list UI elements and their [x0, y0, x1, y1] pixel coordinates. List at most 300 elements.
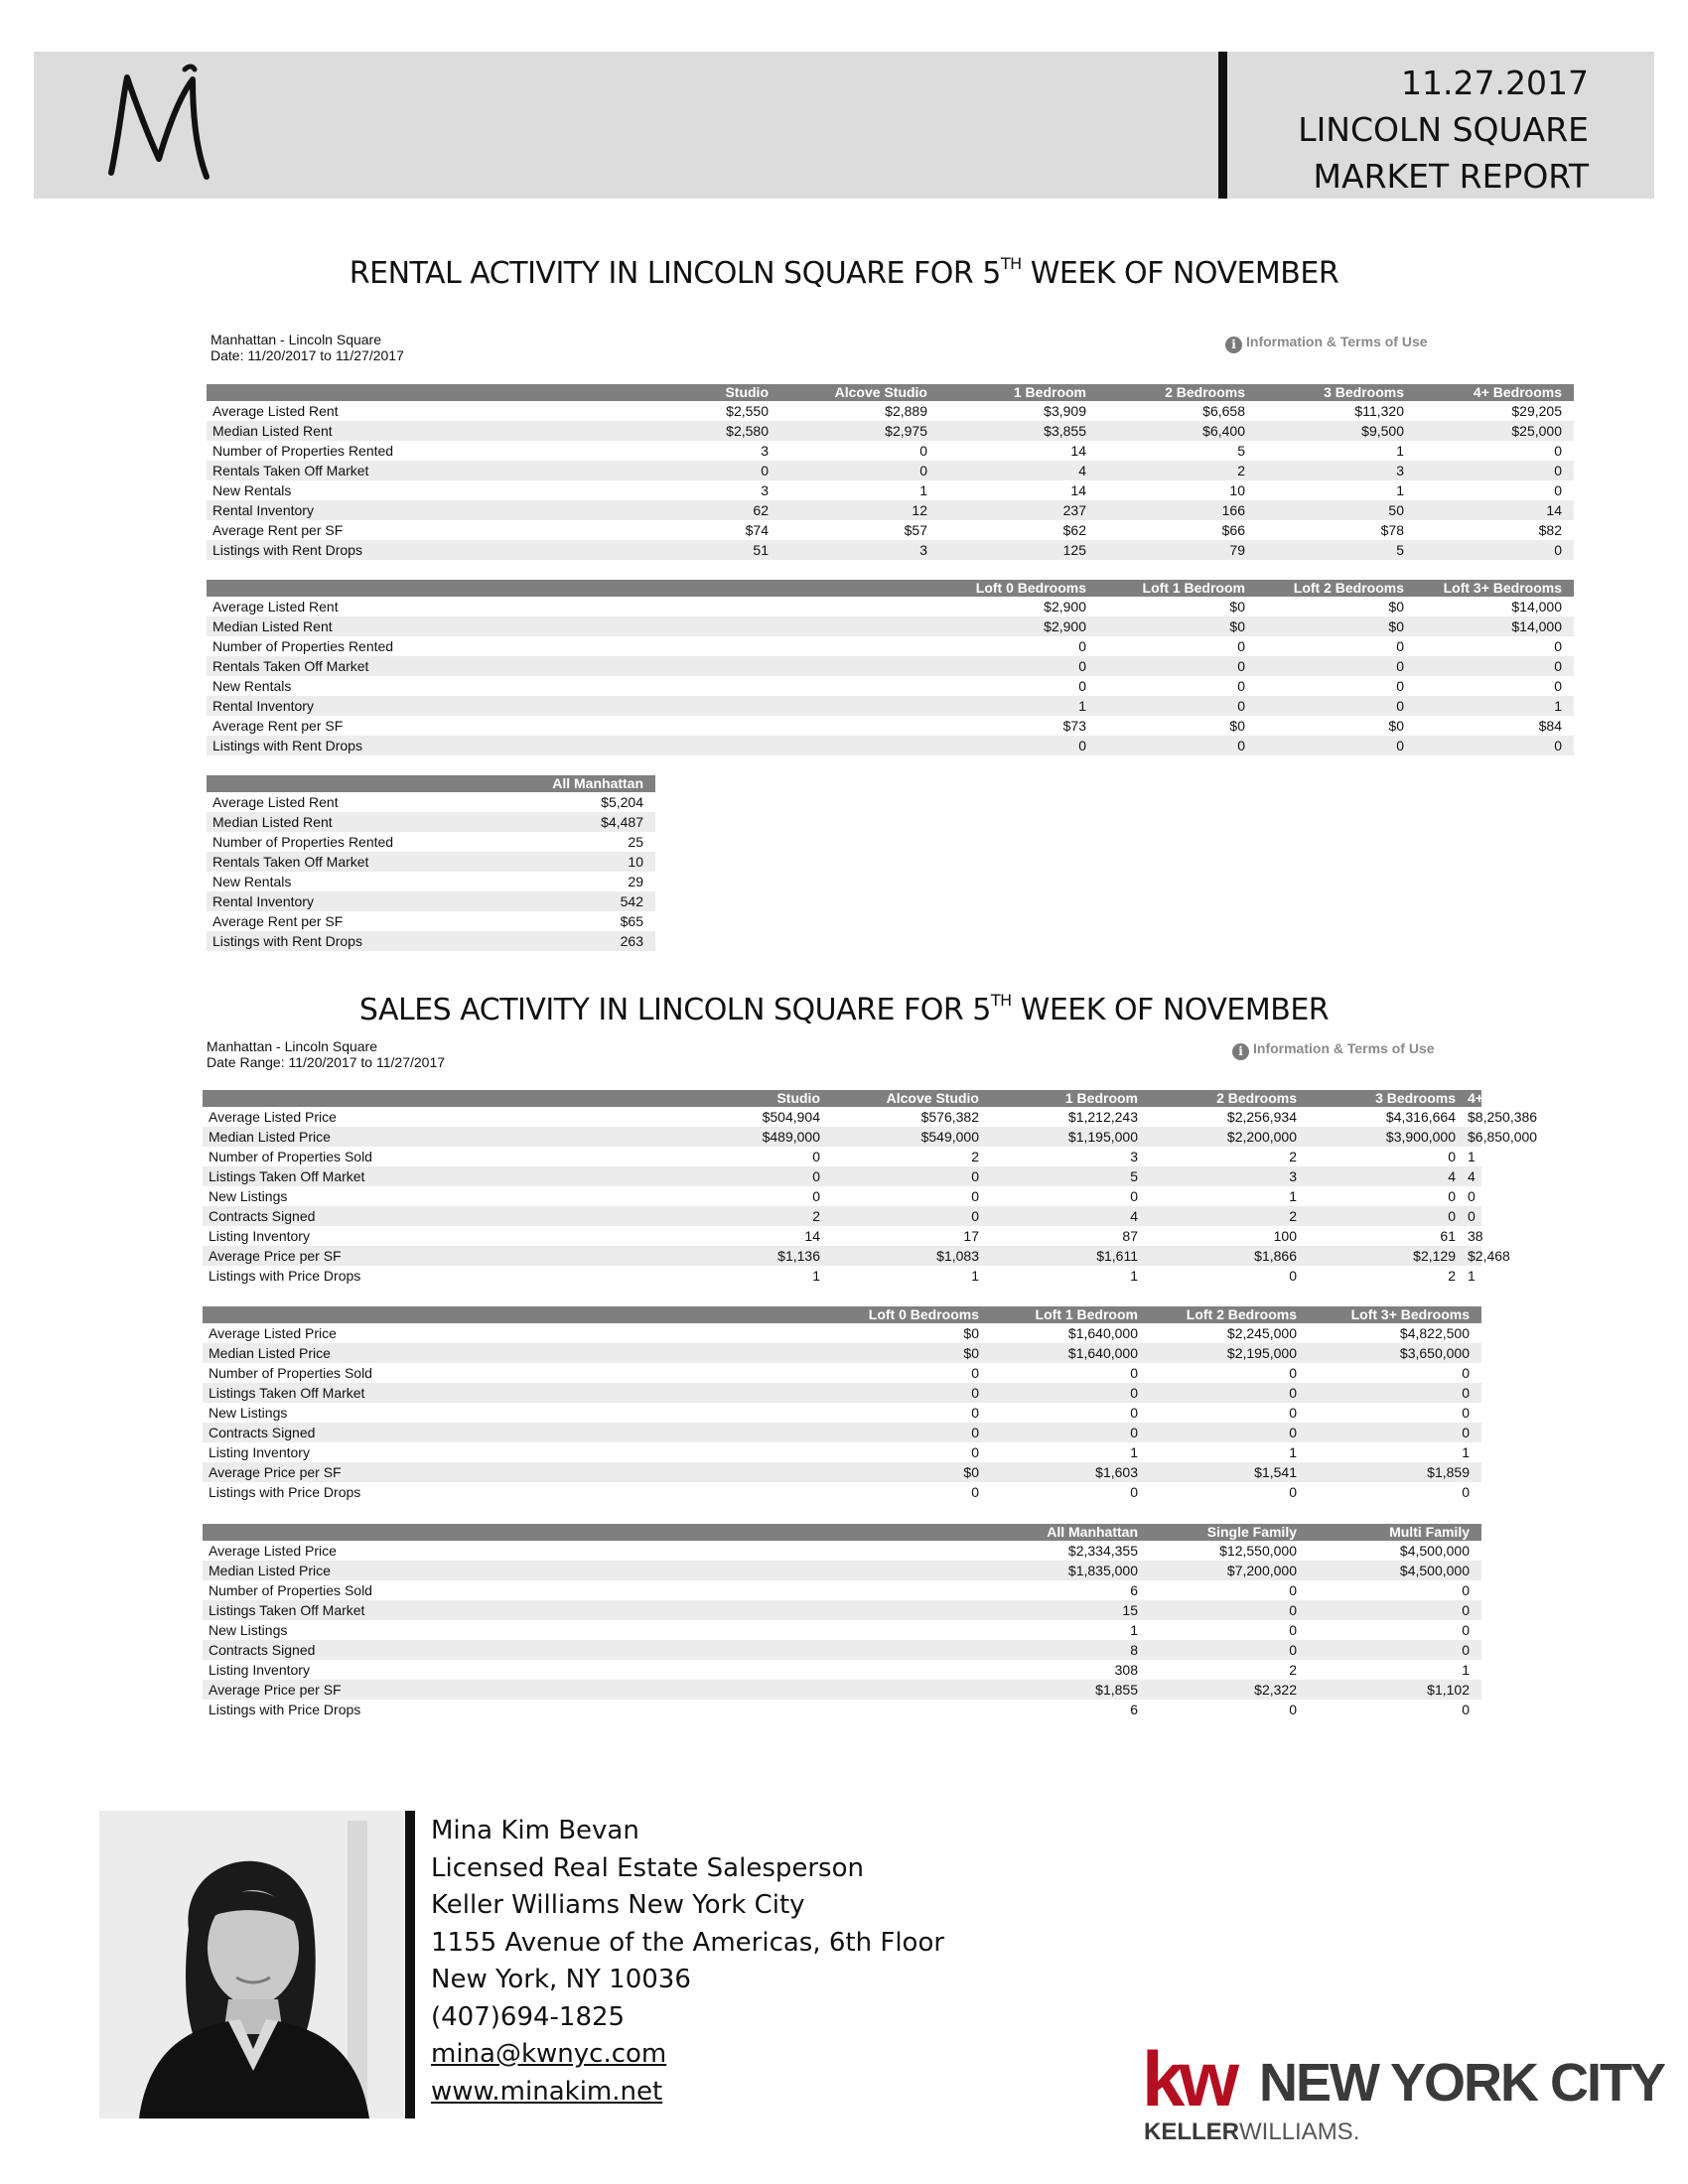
table-cell: 79: [1098, 540, 1257, 560]
table-cell: 0: [1130, 1484, 1138, 1500]
table-row: [203, 1423, 1481, 1442]
table-cell: $1,640,000: [991, 1343, 1150, 1363]
table-cell: [630, 716, 780, 736]
table-cell: $2,256,934: [1226, 1109, 1297, 1125]
table-cell: 25: [628, 834, 643, 850]
table-cell: [780, 716, 939, 736]
table-cell: 0: [832, 1423, 991, 1442]
rental-date-range: Date: 11/20/2017 to 11/27/2017: [211, 347, 404, 363]
table-cell: [780, 736, 939, 755]
table-cell: 17: [963, 1228, 979, 1244]
row-label: Average Price per SF: [203, 1462, 624, 1482]
agent-website-link[interactable]: www.minakim.net: [431, 2076, 663, 2107]
table-cell: 0: [1416, 736, 1574, 755]
column-header: Studio: [630, 384, 780, 401]
table-row: [207, 696, 1574, 716]
table-cell: 542: [475, 891, 655, 911]
table-row: [203, 1561, 1481, 1580]
table-cell: 263: [475, 931, 655, 951]
table-cell: $0: [1098, 616, 1257, 636]
table-cell: $65: [620, 913, 643, 929]
rental-table-all-manhattan: [207, 775, 655, 951]
table-cell: 0: [1130, 1365, 1138, 1381]
table-cell: $549,000: [832, 1127, 991, 1147]
row-label: New Rentals: [212, 874, 292, 889]
kw-city: NEW YORK CITY: [1259, 2053, 1665, 2113]
row-label: Rental Inventory: [207, 891, 475, 911]
table-cell: $6,658: [1202, 403, 1245, 419]
table-cell: 61: [1440, 1228, 1456, 1244]
row-label: New Listings: [209, 1622, 288, 1638]
column-header: All Manhattan: [832, 1524, 1150, 1541]
table-cell: [630, 636, 780, 656]
table-cell: $1,136: [624, 1246, 832, 1266]
row-label: New Rentals: [212, 482, 292, 498]
row-label: Average Listed Price: [209, 1109, 337, 1125]
table-cell: 10: [1229, 482, 1245, 498]
table-cell: $3,650,000: [1309, 1343, 1481, 1363]
table-row: [203, 1107, 1481, 1127]
table-cell: 51: [630, 540, 780, 560]
column-header: [203, 1306, 624, 1323]
table-cell: 0: [1309, 1206, 1468, 1226]
table-row: [207, 931, 655, 951]
table-cell: $2,550: [726, 403, 769, 419]
table-cell: $12,550,000: [1219, 1543, 1297, 1559]
table-cell: 1: [1396, 482, 1404, 498]
table-cell: 0: [1237, 638, 1245, 654]
row-label: Listings with Rent Drops: [207, 931, 475, 951]
column-header: 1 Bedroom: [939, 384, 1098, 401]
table-row: [203, 1600, 1481, 1620]
table-cell: 0: [630, 461, 780, 480]
table-cell: 0: [1309, 1383, 1481, 1403]
column-header: [203, 1090, 624, 1107]
table-row: [207, 736, 1574, 755]
rental-info-link[interactable]: i Information & Terms of Use: [1225, 334, 1428, 353]
table-cell: [624, 1442, 832, 1462]
table-cell: 1: [1468, 1268, 1476, 1284]
table-cell: [780, 597, 939, 616]
table-cell: 3: [1257, 461, 1416, 480]
table-cell: $0: [1229, 718, 1245, 734]
table-cell: 308: [1114, 1662, 1138, 1678]
table-cell: 5: [991, 1166, 1150, 1186]
table-cell: $8,250,386: [1468, 1109, 1538, 1125]
table-cell: 0: [1554, 638, 1562, 654]
table-cell: 0: [1462, 1622, 1470, 1638]
table-cell: $6,850,000: [1468, 1129, 1538, 1145]
table-cell: 0: [812, 1149, 820, 1164]
table-cell: 0: [1396, 678, 1404, 694]
column-header: Loft 0 Bedrooms: [832, 1306, 991, 1323]
table-cell: 4: [1309, 1166, 1468, 1186]
table-cell: $29,205: [1511, 403, 1562, 419]
table-cell: $0: [1229, 599, 1245, 614]
table-row: [203, 1541, 1481, 1561]
report-date: 11.27.2017: [1401, 64, 1589, 102]
sales-area: Manhattan - Lincoln Square: [207, 1038, 377, 1054]
table-cell: 0: [1554, 678, 1562, 694]
table-row: [203, 1442, 1481, 1462]
table-cell: $82: [1538, 522, 1562, 538]
table-cell: 0: [832, 1206, 991, 1226]
table-row: [203, 1620, 1481, 1640]
table-cell: $0: [832, 1462, 991, 1482]
keller-williams-logo: [1142, 2035, 1665, 2148]
column-header: 4+ Bedrooms: [1416, 384, 1574, 401]
table-cell: [630, 597, 780, 616]
column-header: [207, 384, 630, 401]
table-cell: [624, 1680, 832, 1700]
row-label: Listings with Price Drops: [209, 1268, 361, 1284]
table-cell: $2,129: [1309, 1246, 1468, 1266]
table-cell: 1: [919, 482, 927, 498]
row-label: Average Listed Rent: [212, 794, 339, 810]
column-header: [630, 580, 780, 597]
table-cell: 2: [1150, 1206, 1309, 1226]
table-cell: 1: [1468, 1149, 1476, 1164]
table-cell: $2,200,000: [1150, 1127, 1309, 1147]
table-cell: $1,102: [1309, 1680, 1481, 1700]
row-label: Median Listed Rent: [207, 812, 475, 832]
row-label: Rentals Taken Off Market: [207, 852, 475, 872]
kw-brand-name: KELLERWILLIAMS.: [1144, 2118, 1360, 2145]
column-header: Alcove Studio: [832, 1090, 991, 1107]
table-row: [207, 716, 1574, 736]
report-type: MARKET REPORT: [1313, 157, 1589, 196]
row-label: New Listings: [209, 1405, 288, 1421]
header-title-block: [1298, 60, 1589, 200]
table-cell: [624, 1462, 832, 1482]
table-row: [207, 597, 1574, 616]
table-cell: [624, 1423, 832, 1442]
table-row: [207, 812, 655, 832]
table-row: [203, 1580, 1481, 1600]
sales-table-main: [203, 1090, 1557, 1286]
table-cell: 0: [1309, 1600, 1481, 1620]
table-cell: $9,500: [1257, 421, 1416, 441]
table-cell: 125: [939, 540, 1098, 560]
agent-email-link[interactable]: mina@kwnyc.com: [431, 2039, 667, 2069]
table-cell: $4,822,500: [1399, 1325, 1470, 1341]
table-cell: 14: [1416, 500, 1574, 520]
table-cell: 0: [971, 1405, 979, 1421]
table-cell: 1: [971, 1268, 979, 1284]
header-divider: [1218, 52, 1227, 199]
table-cell: 1: [1462, 1444, 1470, 1460]
table-row: [203, 1660, 1481, 1680]
table-cell: 1: [812, 1268, 820, 1284]
row-label: Listing Inventory: [209, 1444, 310, 1460]
table-cell: [630, 676, 780, 696]
table-cell: 14: [804, 1228, 820, 1244]
table-cell: 0: [1257, 736, 1416, 755]
table-cell: $1,835,000: [832, 1561, 1150, 1580]
table-cell: $3,855: [939, 421, 1098, 441]
table-cell: 0: [971, 1365, 979, 1381]
table-cell: 0: [832, 1383, 991, 1403]
row-label: Listings Taken Off Market: [203, 1600, 624, 1620]
table-cell: [630, 656, 780, 676]
column-header: [207, 580, 630, 597]
table-cell: $504,904: [762, 1109, 820, 1125]
table-cell: $2,468: [1468, 1248, 1510, 1264]
table-cell: 1: [1462, 1662, 1470, 1678]
table-cell: 10: [475, 852, 655, 872]
table-cell: 0: [1289, 1484, 1297, 1500]
table-cell: $2,889: [885, 403, 927, 419]
table-cell: 0: [971, 1444, 979, 1460]
sales-table-loft: [203, 1306, 1481, 1502]
table-cell: $1,640,000: [1067, 1325, 1138, 1341]
table-cell: $2,322: [1150, 1680, 1309, 1700]
row-label: Average Listed Rent: [212, 403, 339, 419]
table-header-row: [203, 1306, 1481, 1323]
row-label: Listings Taken Off Market: [203, 1166, 624, 1186]
column-header: [780, 580, 939, 597]
table-row: [203, 1186, 1481, 1206]
table-cell: $1,611: [991, 1246, 1150, 1266]
table-row: [207, 480, 1574, 500]
table-row: [207, 421, 1574, 441]
table-row: [203, 1403, 1481, 1423]
table-cell: 14: [1070, 482, 1086, 498]
row-label: Average Price per SF: [203, 1680, 624, 1700]
table-cell: $4,487: [475, 812, 655, 832]
row-label: Listings with Price Drops: [209, 1484, 361, 1500]
row-label: Rental Inventory: [207, 696, 630, 716]
table-cell: 5: [1257, 540, 1416, 560]
table-cell: $73: [1062, 718, 1086, 734]
table-cell: $2,195,000: [1150, 1343, 1309, 1363]
table-header-row: [203, 1524, 1481, 1541]
table-cell: 2: [1289, 1149, 1297, 1164]
table-cell: [780, 656, 939, 676]
column-header: 3 Bedrooms: [1257, 384, 1416, 401]
table-cell: 50: [1257, 500, 1416, 520]
table-cell: [624, 1343, 832, 1363]
column-header: Loft 3+ Bedrooms: [1309, 1306, 1481, 1323]
column-header: [203, 1524, 624, 1541]
table-cell: 0: [1289, 1622, 1297, 1638]
row-label: Contracts Signed: [203, 1640, 624, 1660]
column-header: Loft 1 Bedroom: [991, 1306, 1150, 1323]
table-row: [203, 1147, 1481, 1166]
table-row: [207, 401, 1574, 421]
table-cell: 0: [1462, 1582, 1470, 1598]
agent-contact-block: [431, 1813, 944, 2111]
table-row: [203, 1700, 1481, 1719]
table-cell: $576,382: [920, 1109, 979, 1125]
table-row: [207, 461, 1574, 480]
row-label: Average Rent per SF: [212, 522, 344, 538]
sales-report-meta: [207, 1038, 445, 1070]
table-cell: 87: [1122, 1228, 1138, 1244]
table-row: [207, 441, 1574, 461]
table-cell: 2: [971, 1149, 979, 1164]
row-label: Rentals Taken Off Market: [207, 461, 630, 480]
row-label: Average Price per SF: [203, 1246, 624, 1266]
table-cell: 4: [991, 1206, 1150, 1226]
table-cell: 0: [1448, 1149, 1456, 1164]
table-cell: [624, 1700, 832, 1719]
rental-report-meta: [211, 332, 404, 363]
column-header: 1 Bedroom: [991, 1090, 1150, 1107]
row-label: Median Listed Price: [203, 1561, 624, 1580]
row-label: Average Rent per SF: [212, 913, 344, 929]
table-row: [203, 1482, 1481, 1502]
table-cell: 0: [1468, 1188, 1476, 1204]
column-header: 2 Bedrooms: [1150, 1090, 1309, 1107]
table-cell: 1: [1289, 1188, 1297, 1204]
column-header: All Manhattan: [475, 775, 655, 792]
table-row: [207, 911, 655, 931]
table-cell: 1: [1130, 1268, 1138, 1284]
table-row: [203, 1246, 1481, 1266]
table-header-row: [207, 384, 1574, 401]
table-cell: 0: [971, 1484, 979, 1500]
table-cell: 5: [1237, 443, 1245, 459]
table-cell: 100: [1273, 1228, 1297, 1244]
table-cell: [780, 676, 939, 696]
table-cell: $3,900,000: [1309, 1127, 1468, 1147]
table-cell: 0: [1289, 1405, 1297, 1421]
column-header: [624, 1524, 832, 1541]
column-header: Multi Family: [1309, 1524, 1481, 1541]
agent-name: Mina Kim Bevan: [431, 1816, 639, 1845]
table-header-row: [207, 580, 1574, 597]
row-label: Listing Inventory: [209, 1662, 310, 1678]
table-cell: $14,000: [1511, 599, 1562, 614]
row-label: Number of Properties Sold: [209, 1365, 372, 1381]
table-row: [203, 1680, 1481, 1700]
row-label: Number of Properties Sold: [209, 1149, 372, 1164]
column-header: Loft 3+ Bedrooms: [1416, 580, 1574, 597]
table-cell: 0: [1130, 1405, 1138, 1421]
table-cell: $1,541: [1150, 1462, 1309, 1482]
table-cell: $3,909: [1044, 403, 1086, 419]
table-cell: $2,975: [780, 421, 939, 441]
table-cell: 0: [939, 656, 1098, 676]
table-cell: 1: [1416, 696, 1574, 716]
info-icon: i: [1225, 337, 1242, 353]
report-neighborhood: LINCOLN SQUARE: [1298, 110, 1589, 149]
table-cell: $0: [1388, 599, 1404, 614]
row-label: Median Listed Price: [203, 1343, 624, 1363]
agent-company: Keller Williams New York City: [431, 1890, 805, 1920]
table-cell: 0: [919, 443, 927, 459]
info-icon: i: [1232, 1043, 1249, 1060]
table-cell: [624, 1482, 832, 1502]
table-cell: 6: [1130, 1582, 1138, 1598]
table-cell: $78: [1380, 522, 1404, 538]
column-header: Loft 2 Bedrooms: [1257, 580, 1416, 597]
table-row: [207, 616, 1574, 636]
agent-portrait: [99, 1811, 404, 2118]
table-cell: [624, 1620, 832, 1640]
table-cell: 0: [991, 1423, 1150, 1442]
table-cell: 0: [1098, 656, 1257, 676]
table-cell: 0: [939, 736, 1098, 755]
table-cell: $1,866: [1150, 1246, 1309, 1266]
table-cell: [780, 696, 939, 716]
table-row: [207, 540, 1574, 560]
table-cell: 62: [630, 500, 780, 520]
table-cell: 0: [780, 461, 939, 480]
table-cell: 3: [1150, 1166, 1309, 1186]
table-cell: 1: [1130, 1622, 1138, 1638]
table-cell: 0: [1098, 696, 1257, 716]
column-header: Single Family: [1150, 1524, 1309, 1541]
table-cell: 3: [780, 540, 939, 560]
table-cell: 0: [1416, 461, 1574, 480]
table-cell: $0: [1388, 718, 1404, 734]
table-cell: $2,334,355: [1067, 1543, 1138, 1559]
sales-table-all-manhattan: [203, 1524, 1481, 1719]
report-header: [34, 52, 1654, 199]
table-cell: 0: [1309, 1423, 1481, 1442]
table-cell: $1,603: [991, 1462, 1150, 1482]
table-cell: 0: [1396, 638, 1404, 654]
table-cell: $6,400: [1098, 421, 1257, 441]
row-label: Average Listed Rent: [212, 599, 339, 614]
table-cell: 0: [1462, 1484, 1470, 1500]
column-header: [207, 775, 475, 792]
table-cell: 237: [939, 500, 1098, 520]
column-header: Loft 0 Bedrooms: [939, 580, 1098, 597]
column-header: Loft 1 Bedroom: [1098, 580, 1257, 597]
table-cell: 0: [1078, 638, 1086, 654]
table-row: [203, 1383, 1481, 1403]
table-row: [207, 872, 655, 891]
table-cell: 14: [1070, 443, 1086, 459]
table-cell: [630, 616, 780, 636]
table-cell: [624, 1660, 832, 1680]
row-label: Listings with Price Drops: [209, 1702, 361, 1717]
table-cell: $2,580: [630, 421, 780, 441]
table-cell: 1: [1130, 1444, 1138, 1460]
table-cell: 0: [1462, 1702, 1470, 1717]
table-cell: 0: [1237, 678, 1245, 694]
table-cell: 2: [1098, 461, 1257, 480]
agent-photo: [99, 1811, 404, 2118]
table-row: [203, 1323, 1481, 1343]
table-cell: [780, 616, 939, 636]
table-cell: 0: [1416, 540, 1574, 560]
table-cell: $11,320: [1354, 403, 1404, 419]
table-cell: 3: [1130, 1149, 1138, 1164]
table-cell: 0: [1150, 1423, 1309, 1442]
rental-section-title: RENTAL ACTIVITY IN LINCOLN SQUARE FOR 5TH WEEK OF NOVEMBER: [349, 254, 1339, 291]
table-row: [203, 1206, 1481, 1226]
table-cell: 0: [1416, 656, 1574, 676]
table-cell: 0: [1150, 1383, 1309, 1403]
sales-info-link[interactable]: i Information & Terms of Use: [1232, 1040, 1435, 1060]
row-label: Average Listed Price: [209, 1325, 337, 1341]
table-cell: $1,195,000: [991, 1127, 1150, 1147]
table-row: [203, 1266, 1481, 1286]
table-header-row: [203, 1090, 1481, 1107]
table-cell: $5,204: [601, 794, 643, 810]
row-label: Contracts Signed: [203, 1206, 624, 1226]
table-cell: [624, 1580, 832, 1600]
table-cell: $2,900: [1044, 599, 1086, 614]
table-cell: 2: [1289, 1662, 1297, 1678]
table-cell: 0: [971, 1188, 979, 1204]
table-cell: 6: [1130, 1702, 1138, 1717]
table-cell: 0: [1289, 1702, 1297, 1717]
